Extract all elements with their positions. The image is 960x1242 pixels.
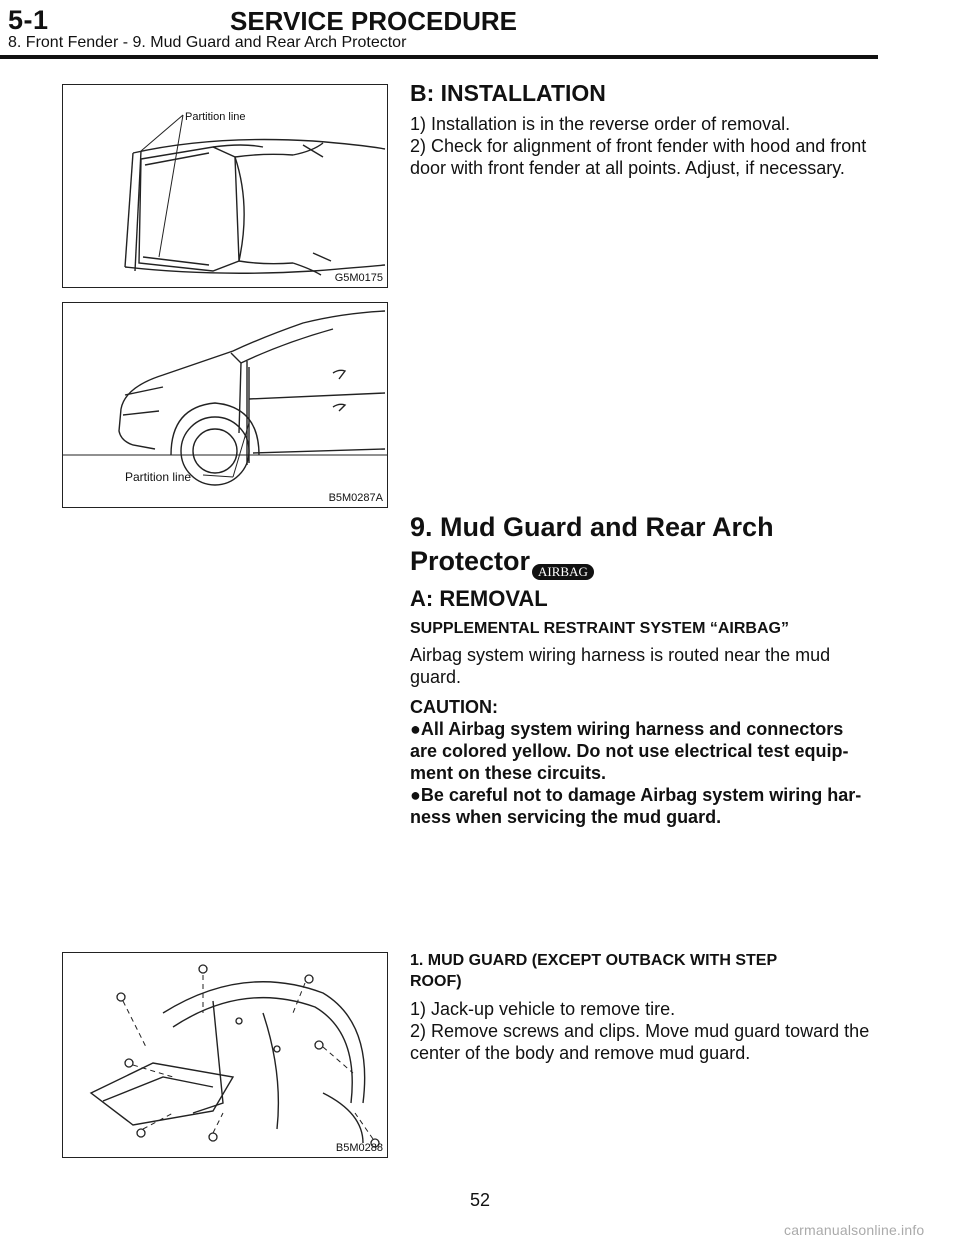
installation-step-2-line-2: door with front fender at all points. Adjust, if necessary. [410, 158, 845, 178]
caution-2-line-2: ness when servicing the mud guard. [410, 807, 722, 827]
srs-text-line-2: guard. [410, 667, 462, 687]
procedure-step-2-line-2: center of the body and remove mud guard. [410, 1043, 751, 1063]
bullet: ● [410, 785, 421, 805]
procedure-heading-line-2: ROOF) [410, 973, 462, 990]
watermark: carmanualsonline.info [784, 1222, 925, 1238]
figure-top-view [62, 84, 388, 288]
mud-guard-title-text: Protector [410, 546, 531, 576]
figure-mud-guard [62, 952, 388, 1158]
caution-1-line-3: ment on these circuits. [410, 763, 607, 783]
caution-1-line-2: are colored yellow. Do not use electrical test equip- [410, 741, 849, 761]
figure-side-view [62, 302, 388, 508]
airbag-badge: AIRBAG [532, 564, 594, 580]
page-header [0, 0, 960, 60]
header-rule [0, 55, 878, 59]
page-number: 52 [469, 1190, 491, 1210]
installation-heading: B: INSTALLATION [410, 80, 606, 106]
caution-1-line-1: ●All Airbag system wiring harness and connectors [410, 719, 844, 739]
bullet: ● [410, 719, 421, 739]
caution-label: CAUTION: [410, 697, 498, 717]
section-title: SERVICE PROCEDURE [230, 6, 518, 36]
installation-step-1: 1) Installation is in the reverse order of removal. [410, 114, 791, 134]
figure-code: G5M0175 [334, 272, 383, 284]
figure-2-callout: Partition line [125, 470, 192, 484]
mud-guard-title-line-2 [410, 544, 880, 580]
procedure-step-2-line-1: 2) Remove screws and clips. Move mud guard toward the [410, 1021, 870, 1041]
srs-text-line-1: Airbag system wiring harness is routed near the mud [410, 645, 831, 665]
side-view-illustration [63, 303, 387, 507]
breadcrumb: 8. Front Fender - 9. Mud Guard and Rear Arch Protector [8, 34, 407, 51]
procedure-heading-line-1: 1. MUD GUARD (EXCEPT OUTBACK WITH STEP [410, 952, 778, 969]
caution-2-line-1: ●Be careful not to damage Airbag system wiring har- [410, 785, 862, 805]
removal-heading: A: REMOVAL [410, 586, 548, 611]
section-number: 5-1 [8, 5, 49, 35]
figure-code: B5M0287A [328, 492, 383, 504]
mud-guard-section [410, 510, 880, 828]
figure-1-callout: Partition line [185, 111, 246, 123]
srs-heading: SUPPLEMENTAL RESTRAINT SYSTEM “AIRBAG” [410, 620, 789, 637]
procedure-step-1: 1) Jack-up vehicle to remove tire. [410, 999, 676, 1019]
installation-section [410, 80, 880, 179]
mud-guard-illustration [63, 953, 387, 1157]
installation-step-2-line-1: 2) Check for alignment of front fender with hood and front [410, 136, 867, 156]
figure-code: B5M0288 [335, 1142, 383, 1154]
mud-guard-title-line-1: 9. Mud Guard and Rear Arch [410, 512, 774, 542]
top-view-illustration [63, 85, 387, 287]
mud-guard-procedure [410, 950, 880, 1064]
